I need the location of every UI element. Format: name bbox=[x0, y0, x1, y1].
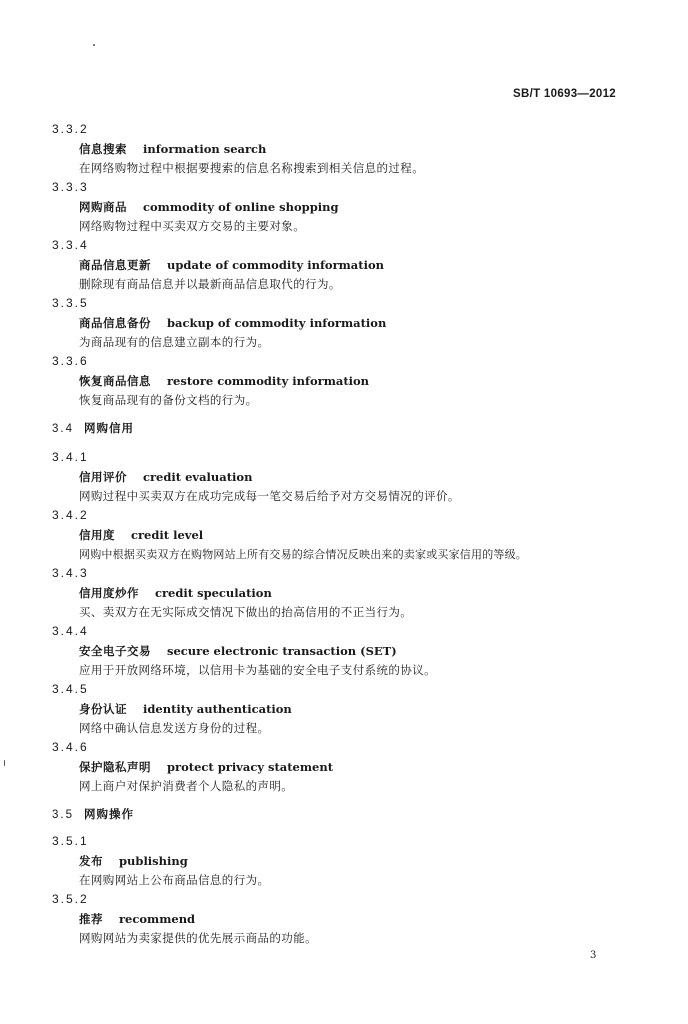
term-chinese: 身份认证 bbox=[79, 702, 127, 716]
term-definition: 应用于开放网络环境，以信用卡为基础的安全电子支付系统的协议。 bbox=[79, 663, 436, 677]
term-definition: 网络购物过程中买卖双方交易的主要对象。 bbox=[79, 219, 306, 233]
term-english: restore commodity information bbox=[167, 374, 370, 388]
page-number: 3 bbox=[590, 950, 597, 961]
clause-number: 3.4.3 bbox=[52, 566, 89, 580]
clause-number: 3.3.4 bbox=[52, 238, 89, 252]
term-chinese: 信息搜索 bbox=[79, 142, 127, 156]
term-english: credit evaluation bbox=[143, 470, 253, 484]
term-chinese: 网购商品 bbox=[79, 200, 127, 214]
clause-number: 3.3.3 bbox=[52, 180, 89, 194]
standard-code: SB/T 10693—2012 bbox=[513, 88, 616, 100]
term-line bbox=[79, 911, 195, 927]
term-line bbox=[79, 199, 339, 215]
term-english: commodity of online shopping bbox=[143, 200, 339, 214]
term-chinese: 商品信息备份 bbox=[79, 316, 151, 330]
term-chinese: 保护隐私声明 bbox=[79, 760, 151, 774]
section-heading bbox=[52, 806, 134, 822]
term-definition: 删除现有商品信息并以最新商品信息取代的行为。 bbox=[79, 277, 341, 291]
section-title: 网购操作 bbox=[84, 807, 134, 821]
term-english: credit speculation bbox=[155, 586, 272, 600]
term-chinese: 商品信息更新 bbox=[79, 258, 151, 272]
term-chinese: 信用度炒作 bbox=[79, 586, 139, 600]
term-english: backup of commodity information bbox=[167, 316, 387, 330]
term-english: information search bbox=[143, 142, 267, 156]
term-chinese: 信用度 bbox=[79, 528, 115, 542]
term-chinese: 发布 bbox=[79, 854, 103, 868]
term-chinese: 恢复商品信息 bbox=[79, 374, 151, 388]
term-line bbox=[79, 527, 203, 543]
clause-number: 3.4.6 bbox=[52, 740, 89, 754]
clause-number: 3.4.5 bbox=[52, 682, 89, 696]
scan-speck bbox=[4, 760, 5, 766]
term-definition: 在网络购物过程中根据要搜索的信息名称搜索到相关信息的过程。 bbox=[79, 161, 425, 175]
scan-speck bbox=[93, 44, 95, 46]
term-line bbox=[79, 257, 384, 273]
term-definition: 网络中确认信息发送方身份的过程。 bbox=[79, 721, 270, 735]
term-english: publishing bbox=[119, 854, 188, 868]
term-line bbox=[79, 585, 272, 601]
clause-number: 3.4.1 bbox=[52, 450, 89, 464]
term-line bbox=[79, 853, 188, 869]
term-definition: 恢复商品现有的备份文档的行为。 bbox=[79, 393, 258, 407]
clause-number: 3.3.5 bbox=[52, 296, 89, 310]
section-number: 3.4 bbox=[52, 423, 74, 435]
clause-number: 3.3.2 bbox=[52, 122, 89, 136]
term-english: protect privacy statement bbox=[167, 760, 334, 774]
term-definition: 网购网站为卖家提供的优先展示商品的功能。 bbox=[79, 931, 317, 945]
section-heading bbox=[52, 420, 134, 436]
term-chinese: 安全电子交易 bbox=[79, 644, 151, 658]
term-english: recommend bbox=[119, 912, 196, 926]
term-chinese: 推荐 bbox=[79, 912, 103, 926]
term-line bbox=[79, 469, 252, 485]
term-definition: 买、卖双方在无实际成交情况下做出的抬高信用的不正当行为。 bbox=[79, 605, 413, 619]
term-english: credit level bbox=[131, 528, 204, 542]
term-chinese: 信用评价 bbox=[79, 470, 127, 484]
section-number: 3.5 bbox=[52, 809, 74, 821]
clause-number: 3.4.2 bbox=[52, 508, 89, 522]
term-line bbox=[79, 315, 386, 331]
term-definition: 网上商户对保护消费者个人隐私的声明。 bbox=[79, 779, 294, 793]
term-definition: 网购过程中买卖双方在成功完成每一笔交易后给予对方交易情况的评价。 bbox=[79, 489, 460, 503]
term-line bbox=[79, 643, 397, 659]
term-english: identity authentication bbox=[143, 702, 292, 716]
term-english: update of commodity information bbox=[167, 258, 384, 272]
term-definition: 在网购网站上公布商品信息的行为。 bbox=[79, 873, 270, 887]
clause-number: 3.5.2 bbox=[52, 892, 89, 906]
term-definition: 网购中根据买卖双方在购物网站上所有交易的综合情况反映出来的卖家或买家信用的等级。 bbox=[79, 548, 527, 561]
term-definition: 为商品现有的信息建立副本的行为。 bbox=[79, 335, 270, 349]
section-title: 网购信用 bbox=[84, 421, 134, 435]
clause-number: 3.4.4 bbox=[52, 624, 89, 638]
term-line bbox=[79, 759, 333, 775]
clause-number: 3.5.1 bbox=[52, 834, 89, 848]
term-line bbox=[79, 373, 369, 389]
term-line bbox=[79, 141, 266, 157]
term-line bbox=[79, 701, 292, 717]
term-english: secure electronic transaction (SET) bbox=[167, 644, 397, 658]
clause-number: 3.3.6 bbox=[52, 354, 89, 368]
